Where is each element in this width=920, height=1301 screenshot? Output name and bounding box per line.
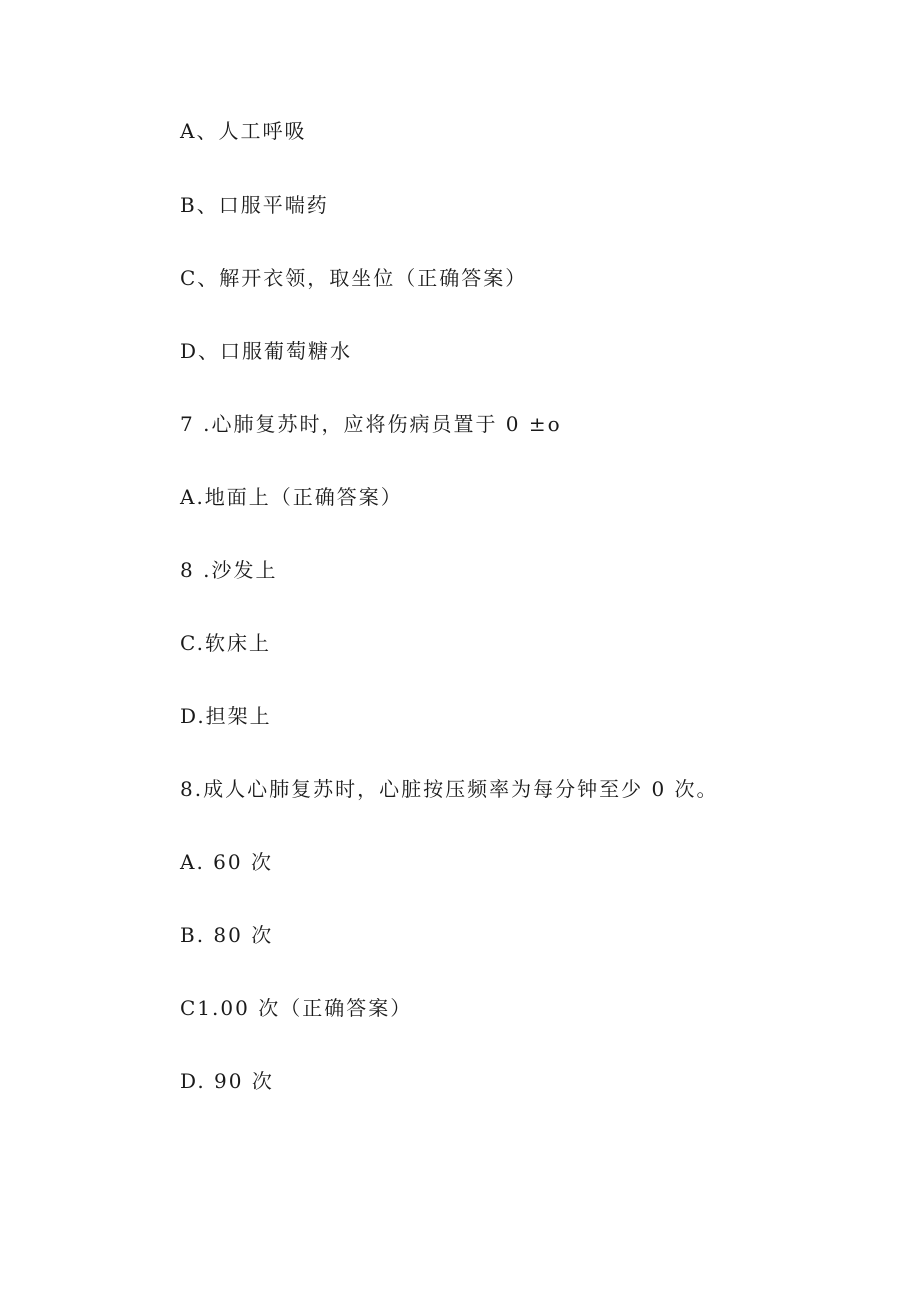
q8-option-b: B. 80 次 (180, 923, 274, 947)
q8-option-a: A. 60 次 (180, 850, 273, 874)
option-d-oral-glucose: D、口服葡萄糖水 (180, 339, 353, 363)
q7-option-d: D.担架上 (180, 704, 272, 728)
q7-option-b: 8 .沙发上 (180, 558, 278, 582)
q7-option-a: A.地面上（正确答案） (180, 485, 403, 509)
question-8: 8.成人心肺复苏时，心脏按压频率为每分钟至少 0 次。 (180, 777, 719, 801)
option-a-artificial-respiration: A、人工呼吸 (180, 119, 307, 143)
option-c-loosen-collar: C、解开衣领，取坐位（正确答案） (180, 266, 528, 290)
q7-option-c: C.软床上 (180, 631, 271, 655)
q8-option-c: C1.00 次（正确答案） (180, 996, 413, 1020)
option-b-oral-antiasthmatic: B、口服平喘药 (180, 193, 329, 217)
q8-option-d: D. 90 次 (180, 1069, 274, 1093)
question-7: 7 .心肺复苏时，应将伤病员置于 0 ±o (180, 412, 562, 436)
